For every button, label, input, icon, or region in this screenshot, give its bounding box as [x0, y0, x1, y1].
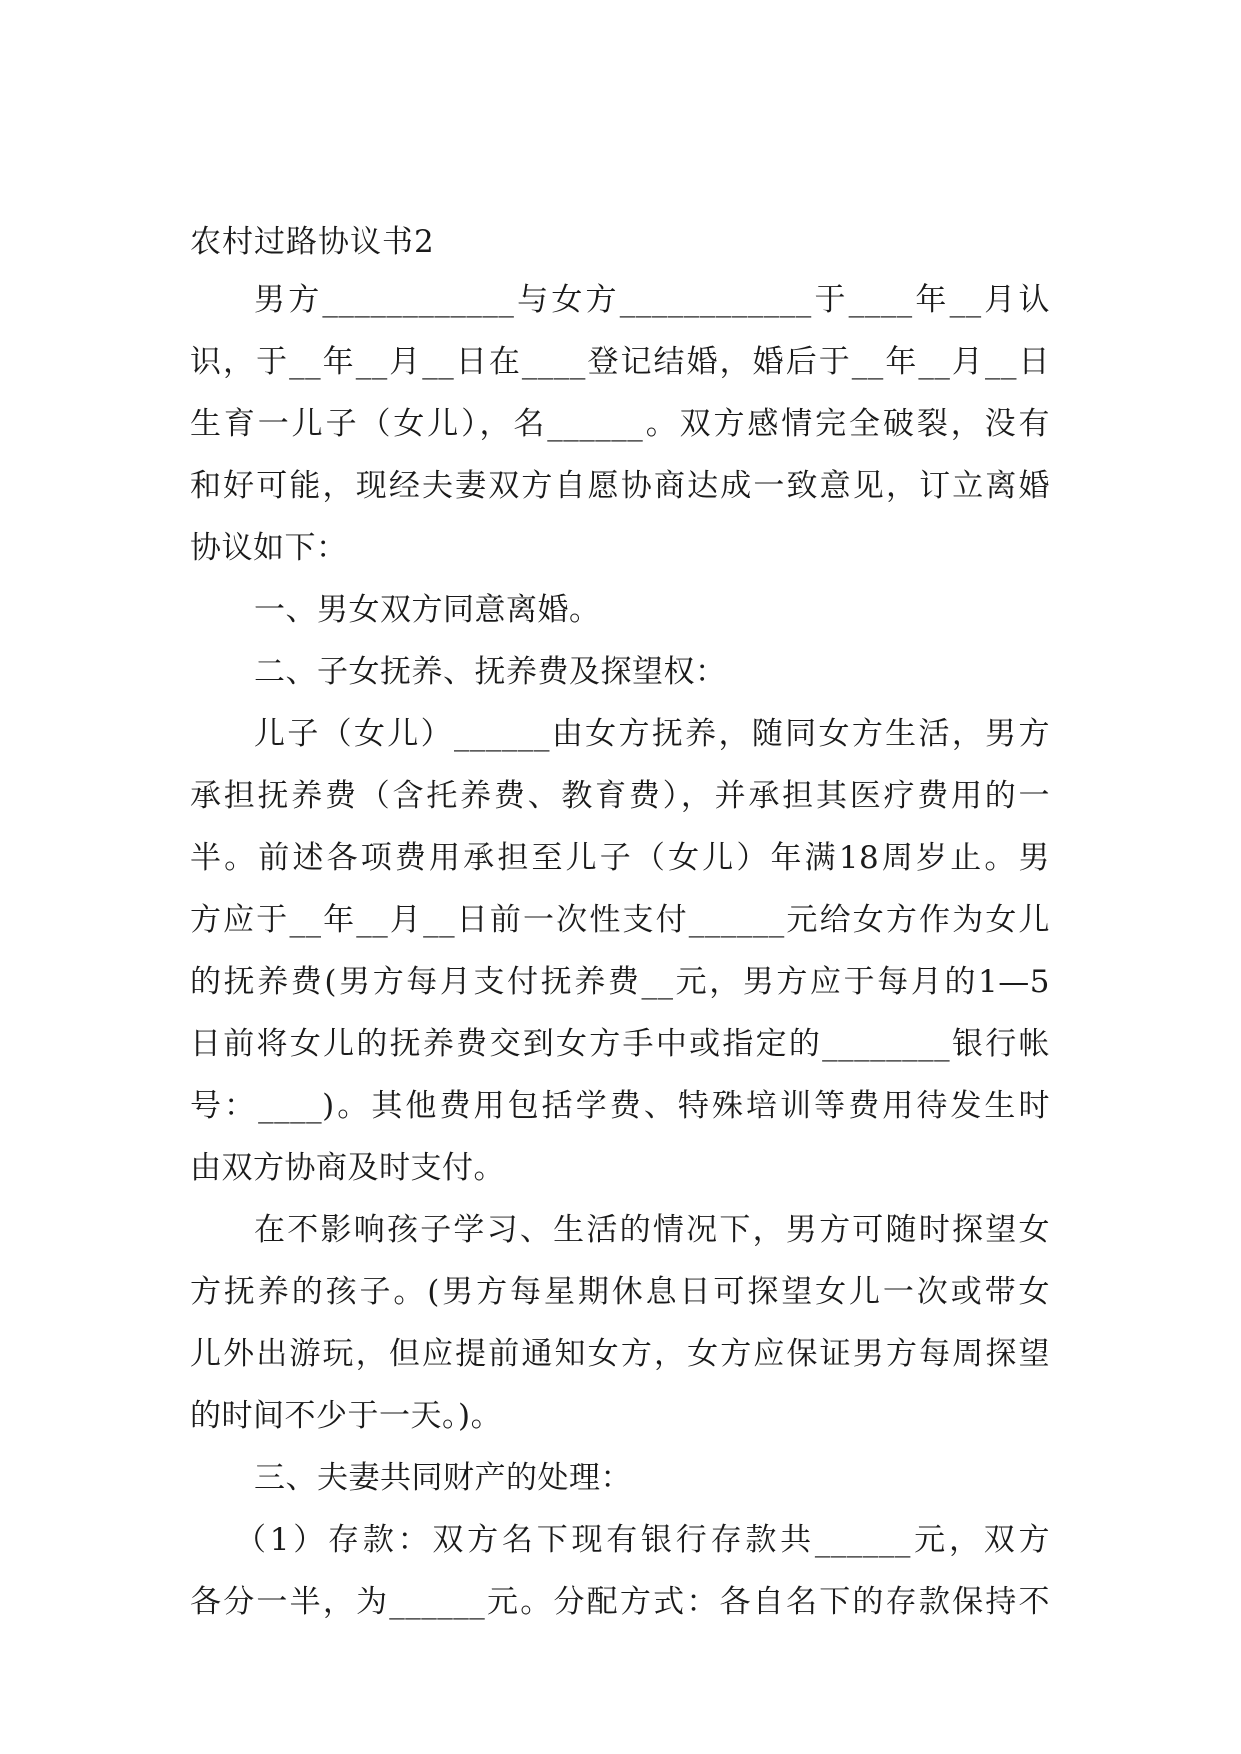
section-heading-1: 一、男女双方同意离婚。	[254, 592, 601, 628]
paragraph-line: 的时间不少于一天。)。	[190, 1398, 503, 1434]
paragraph-line: 儿子（女儿）______由女方抚养，随同女方生活，男方	[254, 716, 1050, 752]
paragraph-line: 方抚养的孩子。(男方每星期休息日可探望女儿一次或带女	[190, 1274, 1050, 1310]
paragraph-line: 协议如下：	[190, 530, 348, 566]
section-heading-3: 三、夫妻共同财产的处理：	[254, 1460, 632, 1496]
paragraph-line: 生育一儿子（女儿），名______。双方感情完全破裂，没有	[190, 406, 1050, 442]
paragraph-line: （1）存款：双方名下现有银行存款共______元，双方	[235, 1522, 1050, 1558]
paragraph-line: 半。前述各项费用承担至儿子（女儿）年满18周岁止。男	[190, 840, 1050, 876]
paragraph-line: 由双方协商及时支付。	[190, 1150, 505, 1186]
document-title: 农村过路协议书2	[190, 224, 435, 260]
section-heading-2: 二、子女抚养、抚养费及探望权：	[254, 654, 727, 690]
paragraph-line: 承担抚养费（含托养费、教育费），并承担其医疗费用的一	[190, 778, 1050, 814]
paragraph-line: 的抚养费(男方每月支付抚养费__元，男方应于每月的1—5	[190, 964, 1050, 1000]
document-body	[190, 280, 1050, 1644]
paragraph-line: 男方____________与女方____________于____年__月认	[254, 282, 1050, 318]
paragraph-line: 在不影响孩子学习、生活的情况下，男方可随时探望女	[254, 1212, 1050, 1248]
paragraph-line: 儿外出游玩，但应提前通知女方，女方应保证男方每周探望	[190, 1336, 1050, 1372]
paragraph-line: 识，于__年__月__日在____登记结婚，婚后于__年__月__日	[190, 344, 1050, 380]
paragraph-line: 和好可能，现经夫妻双方自愿协商达成一致意见，订立离婚	[190, 468, 1050, 504]
paragraph-line: 方应于__年__月__日前一次性支付______元给女方作为女儿	[190, 902, 1050, 938]
paragraph-line: 各分一半，为______元。分配方式：各自名下的存款保持不	[190, 1584, 1050, 1620]
paragraph-line: 日前将女儿的抚养费交到女方手中或指定的________银行帐	[190, 1026, 1050, 1062]
paragraph-line: 号：____)。其他费用包括学费、特殊培训等费用待发生时	[190, 1088, 1050, 1124]
